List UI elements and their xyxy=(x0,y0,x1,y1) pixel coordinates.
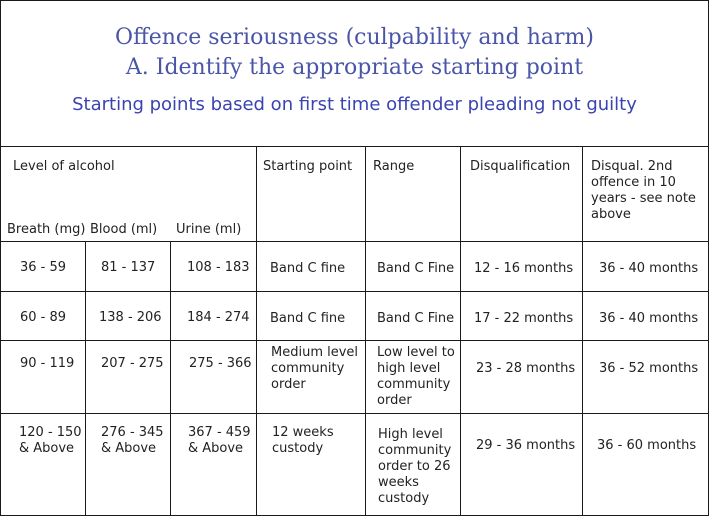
col-header-disqual-2nd-line: Disqual. 2nd xyxy=(591,159,673,174)
cell-range xyxy=(377,345,455,409)
header-row-border xyxy=(0,241,708,242)
row-border-1 xyxy=(0,291,708,292)
cell-line: weeks xyxy=(378,475,419,490)
group-header-alcohol: Level of alcohol xyxy=(13,159,115,174)
cell-line: & Above xyxy=(19,441,75,456)
cell-disqual-2nd: 36 - 40 months xyxy=(599,261,699,276)
cell-line: Medium level xyxy=(271,345,359,360)
cell-disqual-2nd: 36 - 52 months xyxy=(599,361,699,376)
cell-urine xyxy=(188,425,251,457)
cell-urine: 184 - 274 xyxy=(187,310,250,325)
cell-line: 276 - 345 xyxy=(101,425,164,440)
table-top-border xyxy=(0,146,708,147)
cell-disqualification: 17 - 22 months xyxy=(474,311,574,326)
cell-starting-point xyxy=(272,425,334,457)
row-border-3 xyxy=(0,413,708,414)
col-divider-starting xyxy=(365,146,366,515)
col-header-breath: Breath (mg) xyxy=(7,222,86,237)
cell-blood xyxy=(101,425,164,457)
col-header-disqual-2nd xyxy=(591,159,696,223)
cell-line: order xyxy=(271,377,306,392)
cell-line: & Above xyxy=(101,441,157,456)
col-divider-breath xyxy=(85,241,86,515)
cell-starting-point: Band C fine xyxy=(270,311,346,326)
col-header-disqualification: Disqualification xyxy=(470,159,571,174)
col-header-range: Range xyxy=(373,159,415,174)
cell-breath: 60 - 89 xyxy=(20,310,67,325)
cell-line: 12 weeks xyxy=(272,425,334,440)
cell-range: Band C Fine xyxy=(377,311,455,326)
cell-line: high level xyxy=(377,361,441,376)
cell-line: community xyxy=(271,361,345,376)
cell-line: order xyxy=(377,393,412,408)
cell-disqual-2nd: 36 - 40 months xyxy=(599,311,699,326)
cell-line: 367 - 459 xyxy=(188,425,251,440)
cell-line: High level xyxy=(378,427,443,442)
cell-starting-point xyxy=(271,345,358,393)
col-header-urine: Urine (ml) xyxy=(176,222,242,237)
cell-line: custody xyxy=(272,441,324,456)
cell-disqualification: 29 - 36 months xyxy=(476,438,576,453)
starting-points-note: Starting points based on first time offender pleading not guilty xyxy=(72,94,637,115)
cell-range xyxy=(378,427,451,507)
col-divider-disqual xyxy=(582,146,583,515)
cell-urine: 108 - 183 xyxy=(187,260,250,275)
col-divider-range xyxy=(460,146,461,515)
col-divider-blood xyxy=(170,241,171,515)
cell-range: Band C Fine xyxy=(377,261,455,276)
col-header-disqual-2nd-line: offence in 10 xyxy=(591,175,676,190)
cell-line: & Above xyxy=(188,441,244,456)
col-divider-alcohol xyxy=(256,146,257,515)
cell-disqual-2nd: 36 - 60 months xyxy=(597,438,697,453)
page-header xyxy=(1,1,708,146)
cell-line: community xyxy=(377,377,451,392)
cell-disqualification: 12 - 16 months xyxy=(474,261,574,276)
cell-line: community xyxy=(378,443,452,458)
cell-breath: 36 - 59 xyxy=(20,260,67,275)
cell-line: Low level to xyxy=(377,345,455,360)
cell-disqualification: 23 - 28 months xyxy=(476,361,576,376)
cell-blood: 81 - 137 xyxy=(101,260,156,275)
cell-blood: 207 - 275 xyxy=(101,356,164,371)
page-subtitle: A. Identify the appropriate starting point xyxy=(125,55,584,80)
row-border-2 xyxy=(0,340,708,341)
cell-breath xyxy=(19,425,82,457)
cell-blood: 138 - 206 xyxy=(99,310,162,325)
col-header-disqual-2nd-line: years - see note xyxy=(591,191,696,206)
cell-line: 120 - 150 xyxy=(19,425,82,440)
cell-line: order to 26 xyxy=(378,459,451,474)
cell-starting-point: Band C fine xyxy=(270,261,346,276)
cell-line: custody xyxy=(378,491,430,506)
col-header-starting-point: Starting point xyxy=(263,159,353,174)
page-title: Offence seriousness (culpability and harm) xyxy=(115,25,594,50)
col-header-disqual-2nd-line: above xyxy=(591,207,631,222)
cell-urine: 275 - 366 xyxy=(189,356,252,371)
cell-breath: 90 - 119 xyxy=(20,356,75,371)
col-header-blood: Blood (ml) xyxy=(90,222,158,237)
